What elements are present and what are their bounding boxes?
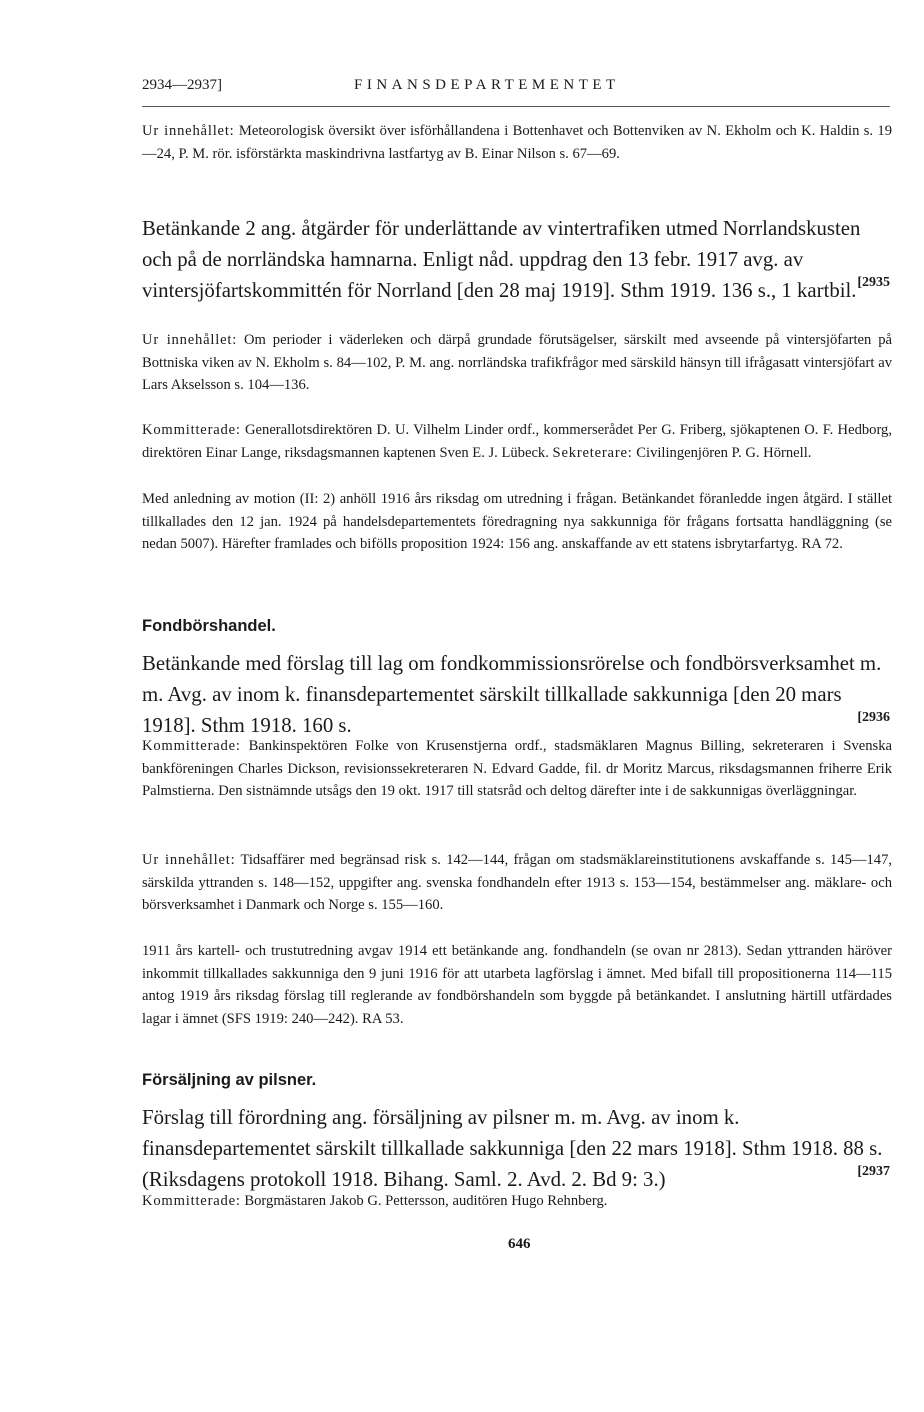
running-title: FINANSDEPARTEMENTET — [354, 77, 620, 93]
committee-paragraph — [142, 735, 892, 803]
entry-number: [2935 — [857, 275, 890, 290]
page-number: 646 — [508, 1236, 531, 1252]
secretary-text: Civilingenjören P. G. Hörnell. — [636, 444, 812, 461]
note-text: Med anledning av motion (II: 2) anhöll 1916 års riksdag om utredning i frågan. Betänkandet föranledde ingen åtgärd. I stället tillkallades den 12 jan. 1924 på handelsdepartementets föredragning nya sakkunniga för frågans fortsatta handläggning (se nedan 5007). Härefter framlades och bifölls proposition 1924: 156 ang. anskaffande av ett statens isbrytarfartyg. RA 72. — [142, 491, 892, 552]
committee-paragraph — [142, 419, 892, 464]
content-paragraph — [142, 329, 892, 397]
header-rule — [142, 106, 890, 107]
committee-text: Bankinspektören Folke von Krusenstjerna ordf., stadsmäklaren Magnus Billing, sekreteraren i Svenska bankföreningen Charles Dickson, revisionssekreteraren N. Edvard Gadde, fil. dr Moritz Marcus, riksdagsmannen friherre Erik Palmstierna. Den sistnämnde utsågs den 19 okt. 1917 till statsråd och deltog därefter inte i de sakkunnigas överläggningar. — [142, 738, 892, 799]
entry-number: [2936 — [857, 710, 890, 725]
content-label: Ur innehållet: — [142, 852, 236, 868]
entry-title-text: Förslag till förordning ang. försäljning av pilsner m. m. Avg. av inom k. finansdepartementet särskilt tillkallade sakkunniga [den 22 mars 1918]. Sthm 1918. 88 s. (Riksdagens protokoll 1918. Bihang. Saml. 2. Avd. 2. Bd 9: 3.) — [142, 1106, 883, 1191]
content-paragraph — [142, 120, 892, 165]
committee-text: Generallotsdirektören D. U. Vilhelm Linder ordf., kommerserådet Per G. Friberg, sjökaptenen O. F. Hedborg, direktören Einar Lange, riksdagsmannen kaptenen Sven E. J. Lübeck. — [142, 422, 893, 461]
committee-text: Borgmästaren Jakob G. Pettersson, auditören Hugo Rehnberg. — [244, 1193, 608, 1209]
section-heading: Fondbörshandel. — [142, 617, 276, 635]
content-paragraph — [142, 849, 892, 917]
note-paragraph — [142, 488, 892, 556]
content-label: Ur innehållet: — [142, 332, 238, 348]
entry-number: [2937 — [857, 1164, 890, 1179]
committee-paragraph — [142, 1190, 892, 1213]
content-text: Meteorologisk översikt över isförhållandena i Bottenhavet och Bottenviken av N. Ekholm och K. Haldin s. 19—24, P. M. rör. isförstärkta maskindrivna lastfartyg av B. Einar Nilson s. 67—69. — [142, 123, 892, 162]
committee-label: Kommitterade: — [142, 1193, 241, 1209]
secretary-label: Sekreterare: — [552, 444, 633, 461]
committee-label: Kommitterade: — [142, 422, 241, 438]
content-label: Ur innehållet: — [142, 123, 235, 139]
content-text: Om perioder i väderleken och därpå grundade förutsägelser, särskilt med avseende på vintersjöfarten på Bottniska viken av N. Ekholm s. 84—102, P. M. ang. norrländska trafikfrågor med särskild hänsyn till ifrågasatt vintersjöfart av Lars Akselsson s. 104—136. — [142, 332, 892, 393]
entry-title-text: Betänkande 2 ang. åtgärder för underlättande av vintertrafiken utmed Norrlandskusten och på de norrländska hamnarna. Enligt nåd. uppdrag den 13 febr. 1917 avg. av vintersjöfartskommittén för Norrland [den 28 maj 1919]. Sthm 1919. 136 s., 1 kartbil. — [142, 217, 861, 302]
note-paragraph — [142, 940, 892, 1030]
entry-title — [142, 1102, 890, 1195]
entry-range: 2934—2937] — [142, 77, 222, 93]
content-text: Tidsaffärer med begränsad risk s. 142—144, frågan om stadsmäklareinstitutionens avskaffande s. 145—147, särskilda yttranden s. 148—152, uppgifter ang. svenska fondhandeln efter 1913 s. 153—154, bestämmelser ang. mäklare- och börsverksamhet i Danmark och Norge s. 155—160. — [142, 852, 893, 913]
section-heading: Försäljning av pilsner. — [142, 1071, 317, 1089]
entry-title — [142, 213, 890, 306]
note-text: 1911 års kartell- och trustutredning avgav 1914 ett betänkande ang. fondhandeln (se ovan nr 2813). Sedan yttranden häröver inkommit tillkallades sakkunniga den 9 juni 1916 för att utarbeta lagförslag i ämnet. Med bifall till propositionerna 114—115 antog 1919 års riksdag förslag till reglerande av fondbörshandeln som byggde på betänkandet. I anslutning härtill utfärdades lagar i ämnet (SFS 1919: 240—242). RA 53. — [142, 943, 892, 1027]
entry-title — [142, 648, 890, 741]
committee-label: Kommitterade: — [142, 738, 241, 754]
running-header — [142, 77, 890, 101]
entry-title-text: Betänkande med förslag till lag om fondkommissionsrörelse och fondbörsverksamhet m. m. Avg. av inom k. finansdepartementet särskilt tillkallade sakkunniga [den 20 mars 1918]. Sthm 1918. 160 s. — [142, 652, 882, 737]
